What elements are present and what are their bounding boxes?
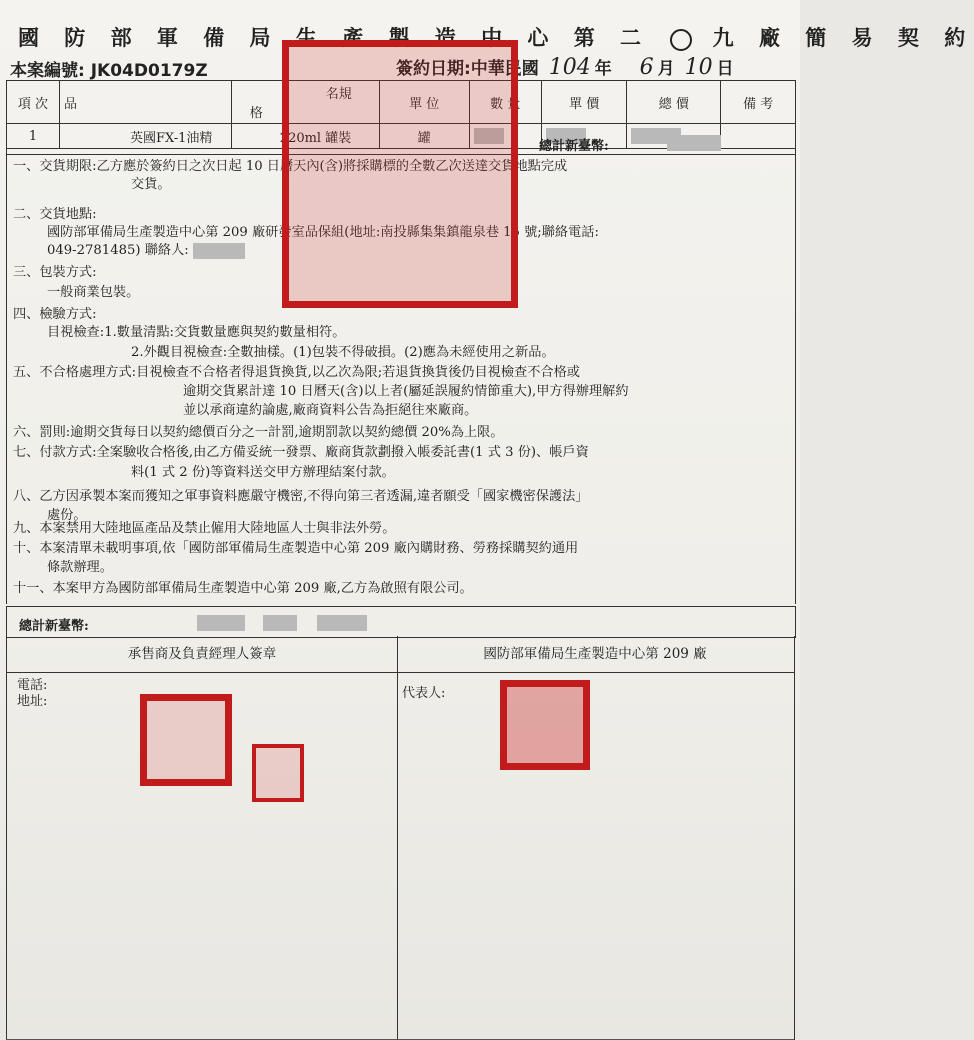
header-remarks: 備 考 [721,81,796,124]
phone-label: 電話: [17,678,48,693]
clause-9: 九、本案禁用大陸地區產品及禁止僱用大陸地區人士與非法外勞。 [13,521,396,536]
clause-7-line-1: 七、付款方式:全案驗收合格後,由乙方備妥統一發票、廠商貨款劃撥入帳委託書(1 式 3 份)、帳戶資 [13,445,589,460]
clause-3-heading: 三、包裝方式: [13,265,97,280]
clause-1-line-1: 一、交貨期限:乙方應於簽約日之次日起 10 日曆天內(含)將採購標的全數乙次送達交貨地點完成 [13,159,568,174]
clause-3-line-1: 一般商業包裝。 [47,285,140,300]
sign-date-month-unit: 月 [657,59,675,79]
clause-2-line-2: 049-2781485) 聯絡人: [47,242,245,259]
header-unit-price: 單 價 [541,81,626,124]
summary-redacted-1 [197,615,245,631]
summary-redacted-3 [317,615,367,631]
header-total-price: 總 價 [627,81,721,124]
sign-date-year-unit: 年 [594,59,612,79]
summary-redacted-2 [263,615,297,631]
sign-date-year: 104 [548,55,591,80]
case-number-label: 本案編號: [10,61,85,81]
header-index: 項 次 [7,81,60,124]
large-official-seal [282,40,518,308]
clause-10-line-1: 十、本案清單未載明事項,依「國防部軍備局生產製造中心第 209 廠內購財務、勞務採購契約通用 [13,541,579,556]
title-part-2: 九 廠 簡 易 契 約 [712,25,974,50]
header-name: 品 [59,81,231,124]
seller-signature-header: 承售商及負責經理人簽章 [6,636,398,673]
sign-date-day-unit: 日 [716,59,734,79]
clause-10-line-2: 條款辦理。 [47,560,113,575]
address-label: 地址: [17,694,48,709]
clause-1-line-2: 交貨。 [131,177,171,192]
clause-2-heading: 二、交貨地點: [13,207,97,222]
clause-2-line-1: 國防部軍備局生產製造中心第 209 廠研發室品保組(地址:南投縣集集鎮龍泉巷 15 號;聯絡電話: [47,225,599,240]
clause-11: 十一、本案甲方為國防部軍備局生產製造中心第 209 廠,乙方為啟照有限公司。 [13,581,473,596]
clause-8-line-2: 處份。 [47,508,87,523]
case-number-value: JK04D0179Z [90,61,208,81]
item-total-label: 總計新臺幣: [539,139,609,154]
clause-4-line-2: 2.外觀目視檢查:全數抽樣。(1)包裝不得破損。(2)應為未經使用之新品。 [131,345,555,360]
clause-6: 六、罰則:逾期交貨每日以契約總價百分之一計罰,逾期罰款以契約總價 20%為上限。 [13,425,504,440]
clause-5-line-2: 逾期交貨累計達 10 日曆天(含)以上者(屬延誤履約情節重大),甲方得辦理解約 [183,384,629,399]
contact-person-redacted [193,243,245,259]
clause-4-heading: 四、檢驗方式: [13,307,97,322]
item-total-redacted [667,135,721,151]
sign-date-label: 簽約日期:中華民國 [396,59,539,79]
clause-5-line-3: 並以承商違約論處,廠商資料公告為拒絕往來廠商。 [183,403,478,418]
header-qty: 數 量 [469,81,541,124]
item-index: 1 [7,124,60,149]
header-unit: 單 位 [379,81,469,124]
header-spec: 名規 格 [231,81,379,124]
company-seal [140,694,232,786]
sign-date-month: 6 [639,55,654,80]
title-part-1: 國 防 部 軍 備 局 生 產 製 造 中 心 第 二 [18,25,651,50]
summary-total-label: 總計新臺幣: [19,619,89,634]
buyer-signature-area [396,672,795,1040]
clause-7-line-2: 料(1 式 2 份)等資料送交甲方辦理結案付款。 [131,465,395,480]
clause-8-line-1: 八、乙方因承製本案而獲知之軍事資料應嚴守機密,不得向第三者透漏,違者願受「國家機密保護法」 [13,489,589,504]
item-spec: 220ml 罐裝 [231,124,379,149]
item-name: 英國FX-1油精 [59,124,231,149]
item-unit: 罐 [379,124,469,149]
representative-seal [500,680,590,770]
representative-label: 代表人: [402,686,446,701]
sign-date-day: 10 [684,55,713,80]
buyer-signature-header: 國防部軍備局生產製造中心第 209 廠 [396,636,795,673]
case-number [10,56,208,81]
title-circle-digit-mark [670,29,692,51]
clause-4-line-1: 目視檢查:1.數量清點:交貨數量應與契約數量相符。 [47,325,346,340]
manager-personal-seal [252,744,304,802]
summary-total-bar [6,606,796,638]
clause-5-line-1: 五、不合格處理方式:目視檢查不合格者得退貨換貨,以乙次為限;若退貨換貨後仍目視檢查不合格或 [13,365,580,380]
